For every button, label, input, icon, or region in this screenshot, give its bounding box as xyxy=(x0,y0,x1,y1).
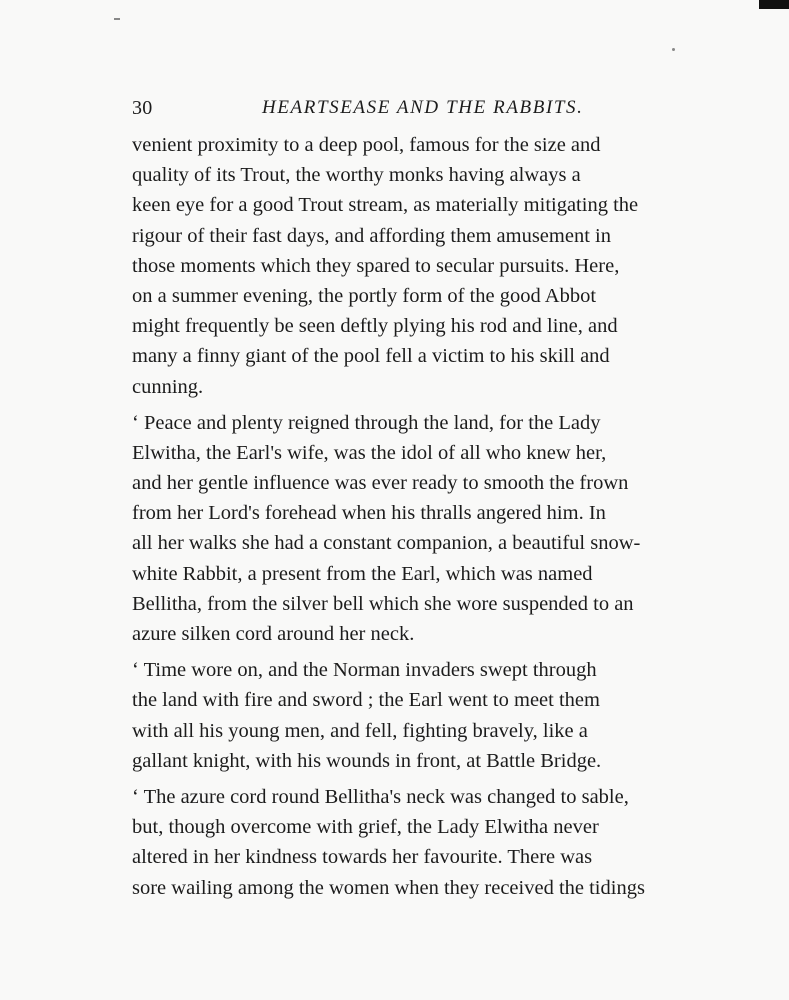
text-line xyxy=(132,589,684,619)
line-text: from her Lord's forehead when his thralls angered him. In xyxy=(132,502,606,525)
text-line xyxy=(132,528,684,558)
scan-speck xyxy=(672,48,675,51)
line-text: rigour of their fast days, and affording them amusement in xyxy=(132,224,611,247)
text-line xyxy=(132,160,684,190)
running-head: HEARTSEASE AND THE RABBITS. xyxy=(262,97,584,118)
line-text: ‘ The azure cord round Bellitha's neck was changed to sable, xyxy=(132,785,629,808)
text-line xyxy=(132,311,684,341)
line-text: with all his young men, and fell, fighting bravely, like a xyxy=(132,719,588,742)
line-text: on a summer evening, the portly form of the good Abbot xyxy=(132,284,597,307)
body-text xyxy=(132,130,684,903)
line-text: gallant knight, with his wounds in front, at Battle Bridge. xyxy=(132,749,602,772)
page-number: 30 xyxy=(132,97,153,119)
line-text: many a finny giant of the pool fell a victim to his skill and xyxy=(132,345,610,368)
text-line xyxy=(132,221,684,251)
page-header xyxy=(132,94,684,122)
line-text: altered in her kindness towards her favourite. There was xyxy=(132,846,593,869)
line-text: keen eye for a good Trout stream, as materially mitigating the xyxy=(132,194,639,217)
text-line xyxy=(132,190,684,220)
text-line xyxy=(132,619,684,649)
line-text: but, though overcome with grief, the Lady Elwitha never xyxy=(132,816,599,839)
paragraph xyxy=(132,782,684,903)
line-text: Bellitha, from the silver bell which she wore suspended to an xyxy=(132,592,634,615)
text-line xyxy=(132,438,684,468)
line-text: the land with fire and sword ; the Earl went to meet them xyxy=(132,689,600,712)
text-line xyxy=(132,782,684,812)
text-line xyxy=(132,873,684,903)
text-line xyxy=(132,372,684,402)
text-line xyxy=(132,559,684,589)
text-line xyxy=(132,251,684,281)
line-text: white Rabbit, a present from the Earl, which was named xyxy=(132,562,593,585)
text-line xyxy=(132,130,684,160)
text-line xyxy=(132,341,684,371)
line-text: cunning. xyxy=(132,375,204,398)
line-text: Elwitha, the Earl's wife, was the idol of all who knew her, xyxy=(132,441,607,464)
line-text: ‘ Peace and plenty reigned through the land, for the Lady xyxy=(132,411,601,434)
text-line xyxy=(132,842,684,872)
scan-edge-mark xyxy=(759,0,789,9)
line-text: ‘ Time wore on, and the Norman invaders swept through xyxy=(132,659,597,682)
line-text: might frequently be seen deftly plying his rod and line, and xyxy=(132,315,618,338)
text-line xyxy=(132,498,684,528)
text-line xyxy=(132,655,684,685)
paragraph xyxy=(132,130,684,402)
line-text: and her gentle influence was ever ready to smooth the frown xyxy=(132,472,629,495)
scan-speck xyxy=(114,18,120,20)
text-line xyxy=(132,812,684,842)
text-line xyxy=(132,685,684,715)
text-line xyxy=(132,716,684,746)
line-text: sore wailing among the women when they received the tidings xyxy=(132,876,645,899)
line-text: azure silken cord around her neck. xyxy=(132,623,415,645)
text-line xyxy=(132,746,684,776)
line-text: venient proximity to a deep pool, famous for the size and xyxy=(132,134,601,156)
line-text: all her walks she had a constant companion, a beautiful snow- xyxy=(132,532,641,555)
paragraph xyxy=(132,655,684,776)
text-line xyxy=(132,468,684,498)
text-line xyxy=(132,281,684,311)
paragraph xyxy=(132,408,684,650)
line-text: quality of its Trout, the worthy monks having always a xyxy=(132,164,581,187)
text-line xyxy=(132,408,684,438)
line-text: those moments which they spared to secular pursuits. Here, xyxy=(132,254,620,277)
